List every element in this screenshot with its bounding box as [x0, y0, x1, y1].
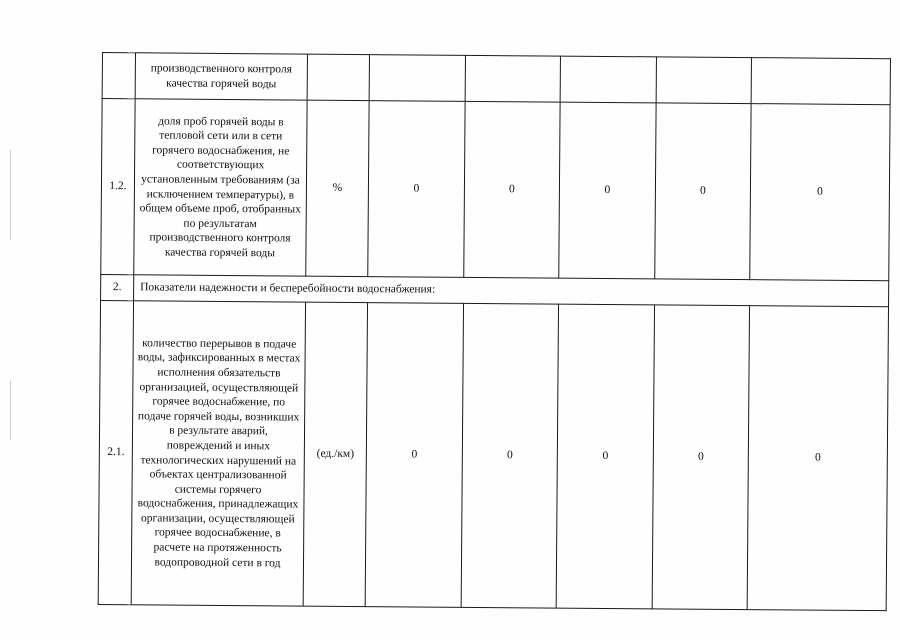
row-number-cell: 2.1. [98, 300, 133, 604]
value-cell: 0 [368, 101, 465, 278]
value-cell: 0 [464, 101, 560, 278]
scan-artifact-line [10, 150, 11, 240]
value-cell [656, 57, 751, 104]
row-number-cell: 2. [101, 274, 134, 300]
value-cell: 0 [652, 305, 749, 610]
indicator-description-cell: доля проб горячей воды в тепловой сети или в сети горячего водоснабжения, не соответствующих установленным требованиям (за исключением температуры), в общем объеме проб, отобранных по результатам производственного контроля качества горячей воды [134, 99, 307, 276]
unit-cell [307, 54, 369, 100]
value-cell: 0 [655, 103, 751, 280]
row-number-cell: 1.2. [101, 99, 135, 275]
value-cell: 0 [559, 102, 656, 279]
table-row [102, 53, 890, 105]
indicators-table [98, 52, 891, 611]
table-row [98, 300, 888, 610]
value-cell: 0 [750, 104, 890, 281]
unit-cell: (ед./км) [303, 302, 367, 606]
scan-artifact-line [10, 380, 11, 440]
value-cell: 0 [747, 306, 888, 611]
table-row [101, 99, 890, 281]
value-cell: 0 [556, 304, 654, 609]
value-cell [369, 55, 465, 102]
value-cell [465, 55, 560, 102]
value-cell: 0 [365, 303, 463, 608]
row-number-cell [102, 53, 135, 99]
section-title-cell: Показатели надежности и бесперебойности водоснабжения: [134, 275, 889, 307]
value-cell [751, 58, 890, 105]
value-cell [560, 56, 656, 103]
indicator-description-cell: производственного контроля качества горячей воды [135, 53, 307, 100]
unit-cell: % [306, 100, 369, 276]
value-cell: 0 [461, 303, 558, 608]
indicator-description-cell: количество перерывов в подаче воды, зафиксированных в местах исполнения обязательств организацией, осуществляющей горячее водоснабжение, по подаче горячей воды, возникших в результате аварий, повреждений и иных технологических нарушений на объектах централизованной системы горячего водоснабжения, принадлежащих организации, осуществляющей горячее водоснабжение, в расчете на протяженность водопроводной сети в год [131, 301, 305, 606]
